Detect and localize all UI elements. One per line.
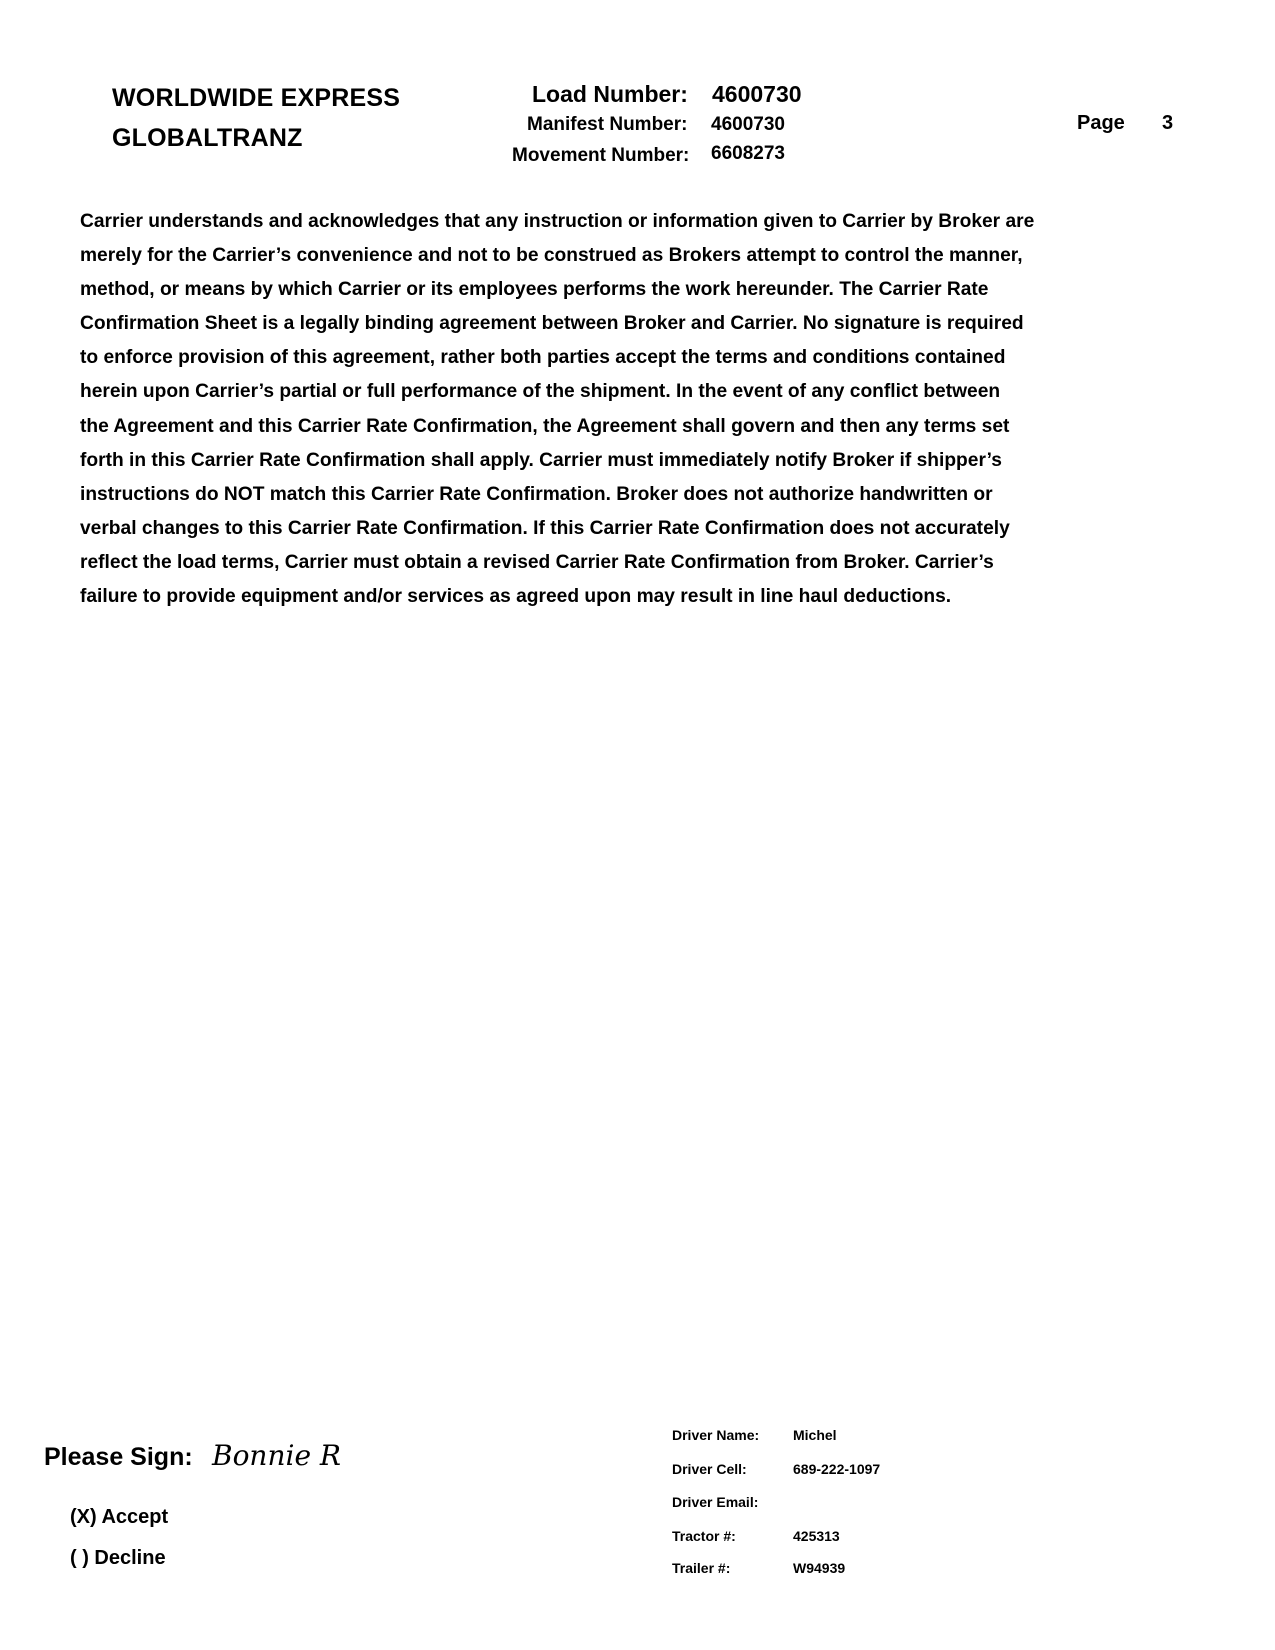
terms-line: reflect the load terms, Carrier must obtain a revised Carrier Rate Confirmation from Broker. Carrier’s	[80, 551, 994, 573]
movement-number-label: Movement Number:	[512, 145, 690, 166]
terms-line: to enforce provision of this agreement, rather both parties accept the terms and conditions contained	[80, 347, 1006, 369]
terms-line: the Agreement and this Carrier Rate Confirmation, the Agreement shall govern and then any terms set	[80, 415, 1010, 437]
company-name-line2: GLOBALTRANZ	[112, 124, 303, 152]
decline-option[interactable]: ( ) Decline	[70, 1547, 166, 1569]
accept-option[interactable]: (X) Accept	[70, 1506, 169, 1528]
trailer-label: Trailer #:	[672, 1560, 731, 1576]
tractor-value: 425313	[793, 1528, 840, 1544]
terms-line: verbal changes to this Carrier Rate Confirmation. If this Carrier Rate Confirmation does not accurately	[80, 517, 1010, 539]
terms-line: failure to provide equipment and/or services as agreed upon may result in line haul deductions.	[80, 586, 952, 608]
tractor-label: Tractor #:	[672, 1528, 736, 1544]
signature: Bonnie R	[212, 1439, 342, 1472]
terms-line: Carrier understands and acknowledges that any instruction or information given to Carrier by Broker are	[80, 211, 1035, 232]
terms-line: herein upon Carrier’s partial or full performance of the shipment. In the event of any conflict between	[80, 381, 1001, 403]
manifest-number-value: 4600730	[711, 114, 785, 135]
terms-line: instructions do NOT match this Carrier Rate Confirmation. Broker does not authorize handwritten or	[80, 483, 993, 505]
driver-email-label: Driver Email:	[672, 1494, 759, 1510]
terms-paragraph	[80, 205, 1190, 614]
driver-cell-label: Driver Cell:	[672, 1461, 747, 1477]
load-number-value: 4600730	[712, 81, 802, 107]
driver-name-value: Michel	[793, 1427, 837, 1443]
please-sign-label: Please Sign:	[44, 1443, 193, 1471]
load-number-label: Load Number:	[532, 81, 688, 107]
company-name-line1: WORLDWIDE EXPRESS	[112, 84, 401, 112]
terms-line: forth in this Carrier Rate Confirmation shall apply. Carrier must immediately notify Broker if shipper’s	[80, 449, 1002, 471]
driver-name-label: Driver Name:	[672, 1427, 760, 1443]
manifest-number-label: Manifest Number:	[527, 114, 688, 135]
page-number: 3	[1162, 112, 1174, 134]
terms-line: Confirmation Sheet is a legally binding agreement between Broker and Carrier. No signature is required	[80, 313, 1024, 335]
terms-line: merely for the Carrier’s convenience and not to be construed as Brokers attempt to control the manner,	[80, 245, 1023, 267]
driver-cell-value: 689-222-1097	[793, 1461, 881, 1477]
terms-line: method, or means by which Carrier or its employees performs the work hereunder. The Carrier Rate	[80, 279, 989, 301]
trailer-value: W94939	[793, 1560, 846, 1576]
movement-number-value: 6608273	[711, 143, 785, 164]
page-label: Page	[1077, 112, 1125, 134]
